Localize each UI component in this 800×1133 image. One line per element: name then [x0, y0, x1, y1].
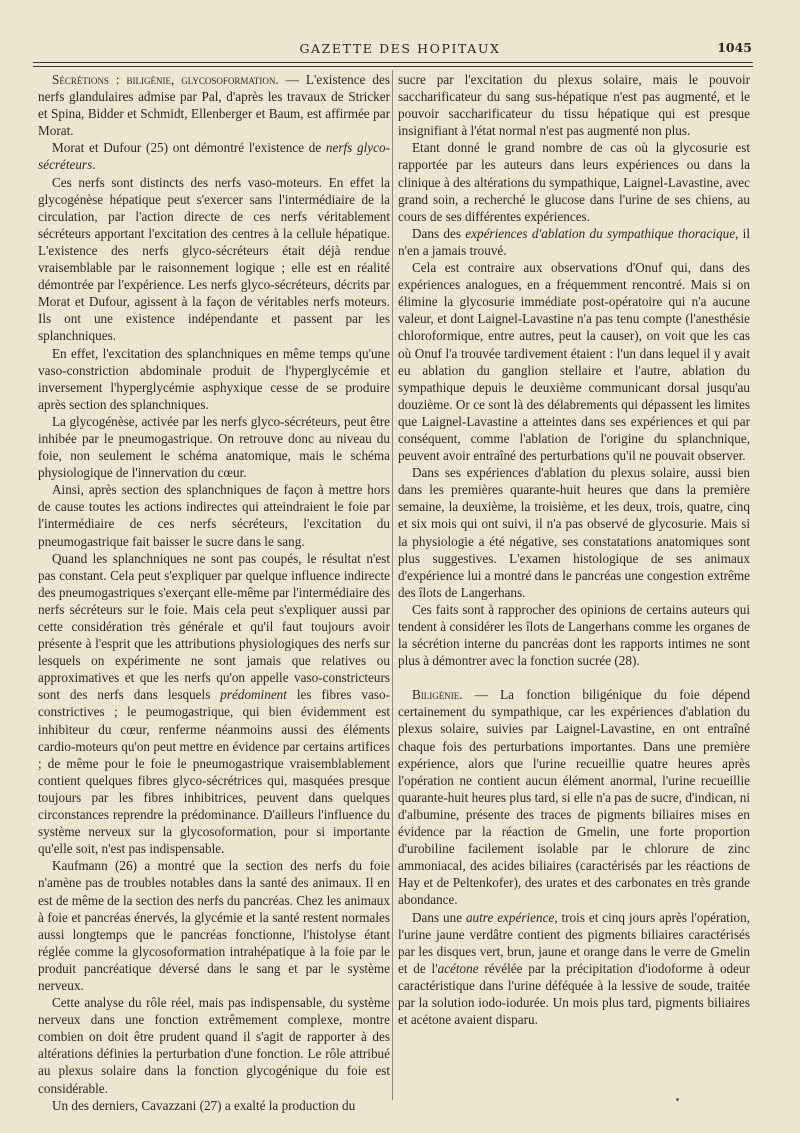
paragraph [398, 225, 750, 259]
header-rule-thin [33, 66, 753, 67]
left-column [38, 71, 390, 1114]
paragraph-text: Cela est contraire aux observations d'Onuf qui, dans des expériences analogues, en a fréquemment rencontré. Mais si on élimine la glycosurie immédiate post-opératoire qui n'a aucune valeur, et dont Laignel-Lavastine n'a pas tenu compte (l'anesthésie chloroformique, entre autres, peut la causer), on voit que les cas où Onuf l'a trouvée tardivement étaient : l'un dans lequel il y avait eu ablation du ganglion stellaire et l'autre, ablation du sympathique depuis le deuxième communicant dorsal jusqu'au douzième. Or ce sont là des délabrements qui dépassent les limites que Laignel-Lavastine a atteintes dans ses expériences et qui par conséquent, comme l'ablation de l'origine du splanchnique, peuvent avoir entraîné des perturbations qu'il ne pouvait observer. [398, 260, 750, 464]
paragraph [38, 1097, 390, 1114]
paragraph-text: sucre par l'excitation du plexus solaire, mais le pouvoir saccharificateur du sang sus-hépatique n'est pas augmenté, et le pouvoir saccharificateur du tissu hépatique qui est presque insignifiant à l'état normal n'est pas augmenté non plus. [398, 72, 750, 139]
section-heading-biligenie: Biligénie. [412, 687, 463, 703]
paragraph [398, 909, 750, 1029]
paragraph-text: Un des derniers, Cavazzani (27) a exalté la production du [52, 1097, 356, 1113]
paragraph-text: Kaufmann (26) a montré que la section des nerfs du foie n'amène pas de troubles notables dans la santé des animaux. Il en est de même de la section des nerfs du pancréas. Chez les animaux à foie et pancréas énervés, la glycémie et la santé restent normales aussi longtemps que le pancréas fonctionne, l'histolyse étant réglée comme la glycosoformation intrahépatique à la foie par le produit pancréatique déversé dans le sang et par le système nerveux. [38, 858, 390, 993]
emphasis-text: prédominent [220, 687, 287, 703]
paragraph-text: Ces nerfs sont distincts des nerfs vaso-moteurs. En effet la glycogénèse hépatique peut s'exercer sans l'intermédiaire de la circulation, par l'action directe de ces nerfs véritablement sécréteurs apportant l'excitation des centres à la cellule hépatique. L'existence des nerfs glyco-sécréteurs était déjà rendue vraisemblable par le raisonnement logique ; elle est en réalité démontrée par l'expérience. Les nerfs glyco-sécréteurs, décrits par Morat et Dufour, agissent à la façon de véritables nerfs moteurs. Ils ont une existence indépendante et passent par les splanchniques. [38, 174, 390, 344]
paragraph-text: les fibres vaso-constrictives ; le peumogastrique, qui bien évidemment est inhibiteur du cœur, renferme néanmoins aussi des éléments cardio-moteurs qu'on peut mettre en évidence par certains artifices ; de même pour le foie le pneumogastrique vraisemblablement contient quelques fibres glyco-sécrétrices qui, masquées presque toujours par les fibres inhibitrices, peuvent dans quelques circonstances reprendre la prédominance. D'ailleurs l'influence du système nerveux sur la glycosoformation, pour si importante qu'elle soit, n'est pas indispensable. [38, 687, 390, 857]
paragraph-text: révélée par la précipitation d'iodoforme à odeur caractéristique dans l'urine déféquée à la lessive de soude, traitée par la solution iodo-iodurée. Un mois plus tard, pigments biliaires et acétone avaient disparu. [398, 960, 750, 1028]
paragraph-text: , il n'en a jamais trouvé. [398, 225, 751, 258]
paragraph-text: Etant donné le grand nombre de cas où la glycosurie est rapportée par les auteurs dans leurs expériences ou dans la clinique à des altérations du sympathique, Laignel-Lavastine, avec grand soin, a recherché le glucose dans l'urine de ses chiens, au cours de ses différentes expériences. [398, 140, 750, 224]
paragraph-text: — L'existence des nerfs glandulaires admise par Pal, d'après les travaux de Stricker et Spina, Bidder et Schmidt, Ellenberger et Baum, est affirmée par Morat. [38, 72, 391, 139]
paragraph-text: Dans une [412, 909, 466, 925]
paragraph [38, 550, 390, 858]
running-header-title: GAZETTE DES HOPITAUX [299, 41, 501, 56]
paragraph-text: La glycogénèse, activée par les nerfs glyco-sécréteurs, peut être inhibée par le pneumogastrique. On retrouve donc au niveau du foie, non seulement le schéma anatomique, mais le schéma physiologique de l'innervation du cœur. [38, 413, 390, 481]
paragraph-text: Quand les splanchniques ne sont pas coupés, le résultat n'est pas constant. Cela peut s'expliquer par quelque influence indirecte des pneumogastriques s'exerçant elle-même par l'intermédiaire des nerfs sécréteurs sur le foie. Mais cela peut s'expliquer aussi par cette considération très générale et qu'il faut toujours avoir présente à l'esprit que les attributions physiologiques des nerfs sur lesquels on expérimente ne sont jamais que relatives ou approximatives et que les nerfs qu'on appelle vaso-constricteurs sont des nerfs dans lesquels [38, 550, 390, 703]
paragraph-text: . [92, 157, 96, 173]
paragraph [38, 71, 390, 139]
paragraph [398, 259, 750, 464]
paragraph-text: Morat et Dufour (25) ont démontré l'existence de [52, 140, 326, 156]
emphasis-text: nerfs glyco-sécréteurs [38, 140, 390, 173]
paragraph [398, 686, 750, 908]
paragraph [398, 71, 750, 139]
paragraph-text: Ces faits sont à rapprocher des opinions de certains auteurs qui tendent à considérer les îlots de Langerhans comme les organes de la sécrétion interne du pancréas dont les rapports intimes ne sont plus à démontrer avec la fonction sucrée (28). [398, 601, 750, 669]
paragraph-text: — La fonction biligénique du foie dépend certainement du sympathique, car les expériences d'ablation du plexus solaire, suivies par Laignel-Lavastine, en ont entraîné chaque fois des perturbations importantes. Dans une première expérience, alors que l'urine recueillie quatre heures après l'opération ne contient aucun élément anormal, l'urine recueillie quarante-huit heures plus tard, si elle n'a pas de sucre, d'indican, ni d'albumine, présente des traces de pigments biliaires mises en évidence par la réaction de Gmelin, une forte proportion d'urobiline facilement isolable par le chlorure de zinc ammoniacal, des acides biliaires (caractérisés par les réactions de Hay et de Peltenkofer), des urates et des carbonates en très grande abondance. [398, 687, 750, 908]
page-number: 1045 [717, 40, 752, 55]
paragraph [38, 857, 390, 994]
emphasis-text: acétone [437, 960, 479, 976]
paragraph [398, 139, 750, 224]
paragraph [38, 345, 390, 413]
right-column [398, 71, 750, 1028]
header-rule-thick [33, 62, 753, 63]
paragraph-text: Ainsi, après section des splanchniques de façon à mettre hors de cause toutes les actions indirectes qui atteindraient le foie par l'intermédiaire de ces nerfs sécréteurs, l'excitation du pneumogastrique fait baisser le sucre dans le sang. [38, 482, 390, 549]
paragraph [38, 174, 390, 345]
section-heading-secretions: Sécrétions : biligénie, glycosoformation. [52, 72, 279, 87]
paragraph [38, 413, 390, 481]
ink-speck [676, 1098, 679, 1101]
paragraph [38, 994, 390, 1097]
paragraph-text: En effet, l'excitation des splanchniques en même temps qu'une vaso-constriction abdominale produit de l'hyperglycémie et inversement l'hyperglycémie asphyxique cesse de se produire après section des splanchniques. [38, 345, 390, 412]
emphasis-text: autre expérience [465, 909, 555, 925]
emphasis-text: expériences d'ablation du sympathique thoracique [465, 225, 736, 241]
column-divider [392, 70, 393, 1100]
paragraph-text: , trois et cinq jours après l'opération, l'urine jaune verdâtre contient des pigments biliaires caractérisés par les disques vert, brun, jaune et orange dans le verre de Gmelin et de l' [398, 909, 750, 976]
paragraph-text: Dans ses expériences d'ablation du plexus solaire, aussi bien dans les premières quarante-huit heures que dans la première semaine, la deuxième, la troisième, et les deux, trois, quatre, cinq et six mois qui ont suivi, il n'a pas observé de glycosurie. Mais si la physiologie a été négative, ses constatations anatomiques sont plus suggestives. L'examen histologique de ses animaux d'expérience lui a montré dans le pancréas une congestion extrême des îlots de Langerhans. [398, 465, 750, 600]
paragraph [38, 481, 390, 549]
paragraph [38, 139, 390, 173]
paragraph [398, 601, 750, 669]
paragraph-text: Cette analyse du rôle réel, mais pas indispensable, du système nerveux dans une fonction extrêmement complexe, montre combien on doit être prudent quand il s'agit de rapporter à des altérations définies la perturbation d'une fonction. Le rôle attribué au plexus solaire dans la fonction glycogénique du foie est considérable. [38, 995, 390, 1096]
paragraph [398, 464, 750, 601]
paragraph-text: Dans des [412, 225, 466, 241]
